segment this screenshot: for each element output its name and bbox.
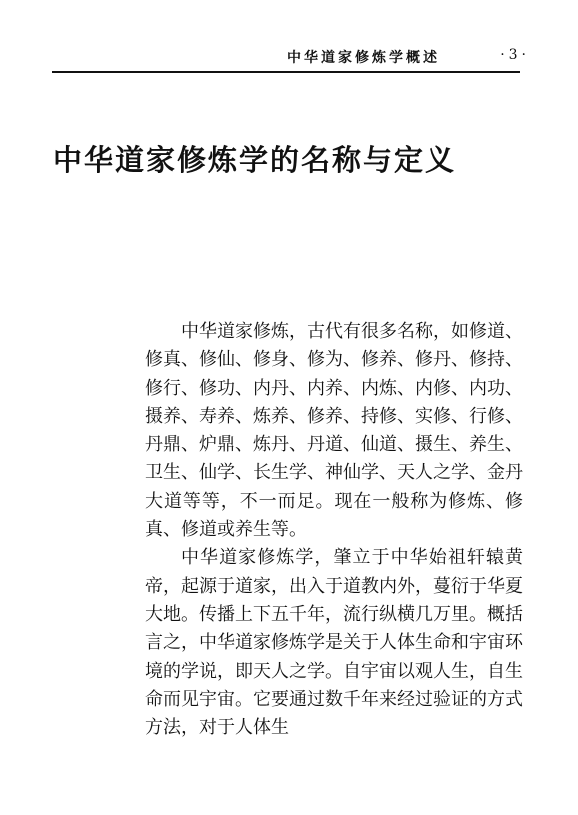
header-rule (52, 71, 520, 73)
paragraph-1: 中华道家修炼，古代有很多名称，如修道、修真、修仙、修身、修为、修养、修丹、修持、修行、修功、内丹、内养、内炼、内修、内功、摄养、寿养、炼养、修养、持修、实修、行修、丹鼎、炉鼎、炼丹、丹道、仙道、摄生、养生、卫生、仙学、长生学、神仙学、天人之学、金丹大道等等，不一而足。现在一般称为修炼、修真、修道或养生等。 (145, 321, 523, 541)
paragraph-2: 中华道家修炼学，肇立于中华始祖轩辕黄帝，起源于道家，出入于道教内外，蔓衍于华夏大地。传播上下五千年，流行纵横几万里。概括言之，中华道家修炼学是关于人体生命和宇宙环境的学说，即天人之学。自宇宙以观人生，自生命而见宇宙。它要通过数千年来经过验证的方式方法，对于人体生 (145, 547, 523, 739)
running-header (0, 44, 540, 66)
running-title: 中华道家修炼学概述 (287, 50, 440, 66)
body-text (145, 318, 523, 742)
chapter-title: 中华道家修炼学的名称与定义 (53, 143, 457, 177)
page-number: ·3· (500, 47, 530, 63)
